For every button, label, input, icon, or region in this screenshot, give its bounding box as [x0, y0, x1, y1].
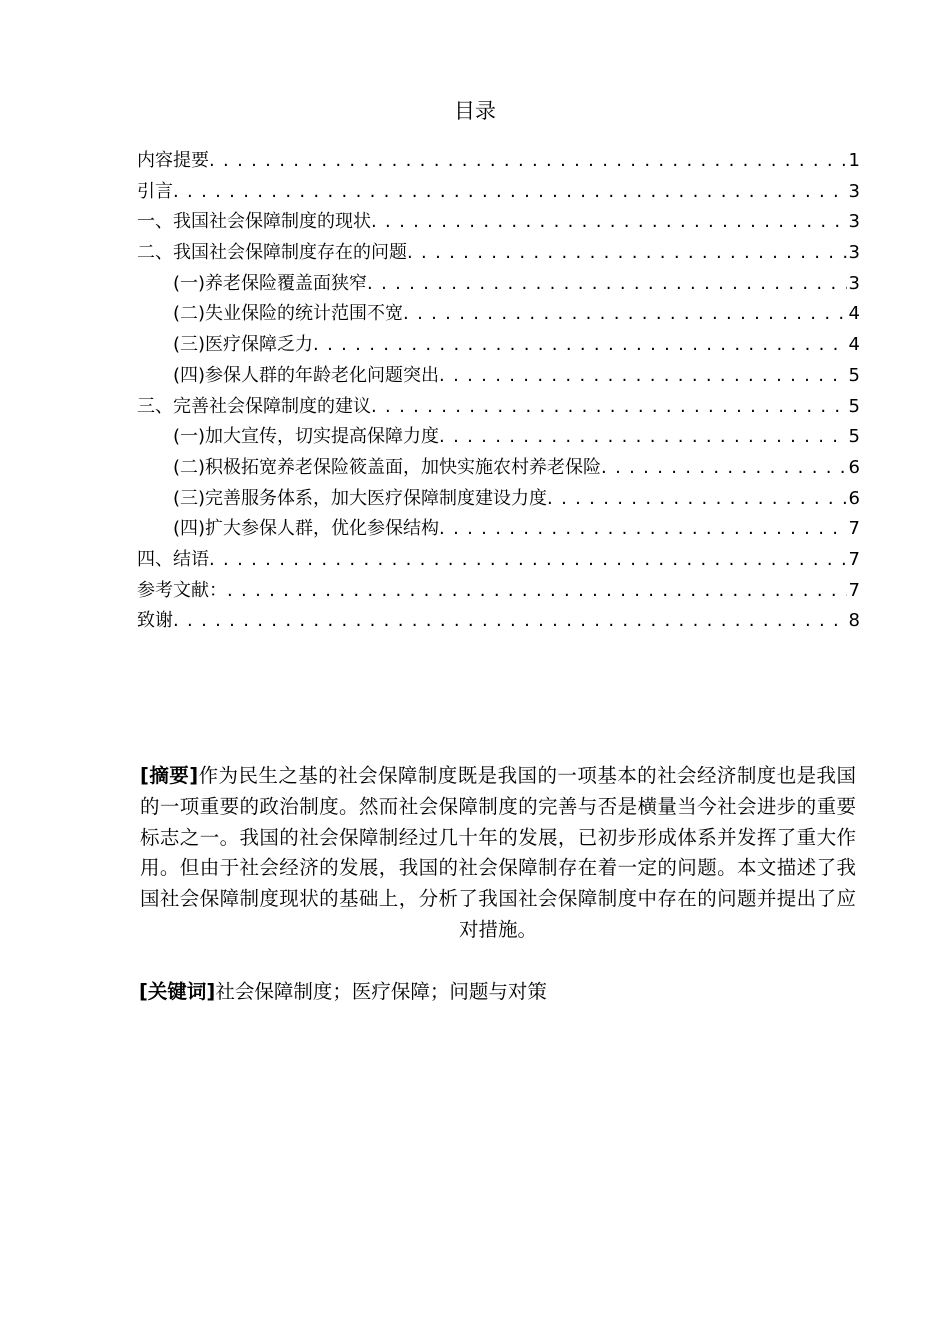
toc-dot-leader [601, 453, 847, 484]
toc-dot-leader [403, 299, 847, 330]
toc-entry-label: 致谢 [137, 610, 173, 632]
toc-page-number: 6 [848, 456, 860, 478]
toc-dot-leader [371, 207, 847, 238]
toc-dot-leader [209, 146, 847, 177]
toc-entry-label: (二)积极拓宽养老保险筱盖面，加快实施农村养老保险 [173, 456, 602, 478]
toc-entry[interactable] [137, 422, 860, 453]
toc-page-number: 5 [848, 426, 860, 448]
toc-title: 目录 [454, 99, 496, 123]
toc-entry[interactable] [137, 545, 860, 576]
toc-page-number: 3 [848, 180, 860, 202]
toc-page-number: 3 [848, 211, 860, 233]
toc-page-number: 1 [848, 150, 860, 171]
toc-entry[interactable] [137, 330, 860, 361]
toc-entry-label: 内容提要 [137, 150, 209, 171]
toc-list [137, 146, 860, 637]
toc-entry[interactable] [137, 392, 860, 423]
toc-dot-leader [173, 606, 847, 637]
toc-page-number: 4 [848, 303, 860, 325]
toc-entry[interactable] [137, 238, 860, 269]
toc-page-number: 5 [848, 395, 860, 417]
toc-dot-leader [227, 576, 847, 607]
abstract-text: 作为民生之基的社会保障制度既是我国的一项基本的社会经济制度也是我国的一项重要的政治制度。然而社会保障制度的完善与否是横量当今社会进步的重要标志之一。我国的社会保障制经过几十年的发展，已初步形成体系并发挥了重大作用。但由于社会经济的发展，我国的社会保障制存在着一定的问题。本文描述了我国社会保障制度现状的基础上，分析了我国社会保障制度中存在的问题并提出了应对措施。 [140, 764, 856, 941]
toc-dot-leader [313, 330, 847, 361]
toc-dot-leader [209, 545, 847, 576]
toc-entry-label: (三)完善服务体系，加大医疗保障制度建设力度 [173, 487, 548, 509]
toc-entry[interactable] [137, 361, 860, 392]
toc-entry[interactable] [137, 177, 860, 208]
toc-page-number: 8 [848, 610, 860, 632]
toc-entry[interactable] [137, 453, 860, 484]
toc-entry-label: 四、结语 [137, 548, 209, 570]
toc-entry[interactable] [137, 576, 860, 607]
toc-page-number: 7 [848, 548, 860, 570]
toc-entry-label: (四)扩大参保人群，优化参保结构 [173, 518, 440, 540]
toc-page-number: 7 [848, 579, 860, 601]
abstract-paragraph [140, 761, 856, 946]
toc-entry[interactable] [137, 484, 860, 515]
keywords-line [139, 977, 855, 1007]
toc-entry[interactable] [137, 606, 860, 637]
toc-dot-leader [547, 484, 847, 515]
toc-entry-label: (四)参保人群的年龄老化问题突出 [173, 364, 440, 386]
toc-entry-label: 三、完善社会保障制度的建议 [137, 395, 371, 417]
toc-entry-label: 引言 [137, 180, 173, 202]
toc-entry-label: (一)养老保险覆盖面狭窄 [173, 272, 368, 294]
toc-page-number: 3 [848, 242, 860, 264]
toc-entry-label: (二)失业保险的统计范围不宽 [173, 303, 404, 325]
toc-dot-leader [371, 392, 847, 423]
keywords-label: [关键词] [139, 980, 216, 1003]
toc-entry-label: 一、我国社会保障制度的现状 [137, 211, 371, 233]
toc-page-number: 3 [848, 272, 860, 294]
keywords-text: 社会保障制度；医疗保障；问题与对策 [215, 980, 547, 1003]
toc-dot-leader [439, 514, 847, 545]
toc-entry-label: (一)加大宣传，切实提高保障力度 [173, 426, 440, 448]
toc-entry[interactable] [137, 269, 860, 300]
toc-dot-leader [439, 361, 847, 392]
toc-entry-label: 参考文献： [137, 579, 227, 601]
toc-entry[interactable] [137, 299, 860, 330]
toc-page-number: 6 [848, 487, 860, 509]
abstract-label: [摘要] [140, 764, 199, 787]
toc-dot-leader [173, 177, 847, 208]
toc-entry-label: (三)医疗保障乏力 [173, 334, 314, 356]
toc-dot-leader [439, 422, 847, 453]
toc-entry-label: 二、我国社会保障制度存在的问题 [137, 242, 407, 264]
toc-entry[interactable] [137, 146, 860, 177]
toc-entry[interactable] [137, 207, 860, 238]
toc-page-number: 7 [848, 518, 860, 540]
toc-page-number: 5 [848, 364, 860, 386]
toc-dot-leader [407, 238, 847, 269]
toc-page-number: 4 [848, 334, 860, 356]
toc-dot-leader [367, 269, 847, 300]
toc-entry[interactable] [137, 514, 860, 545]
